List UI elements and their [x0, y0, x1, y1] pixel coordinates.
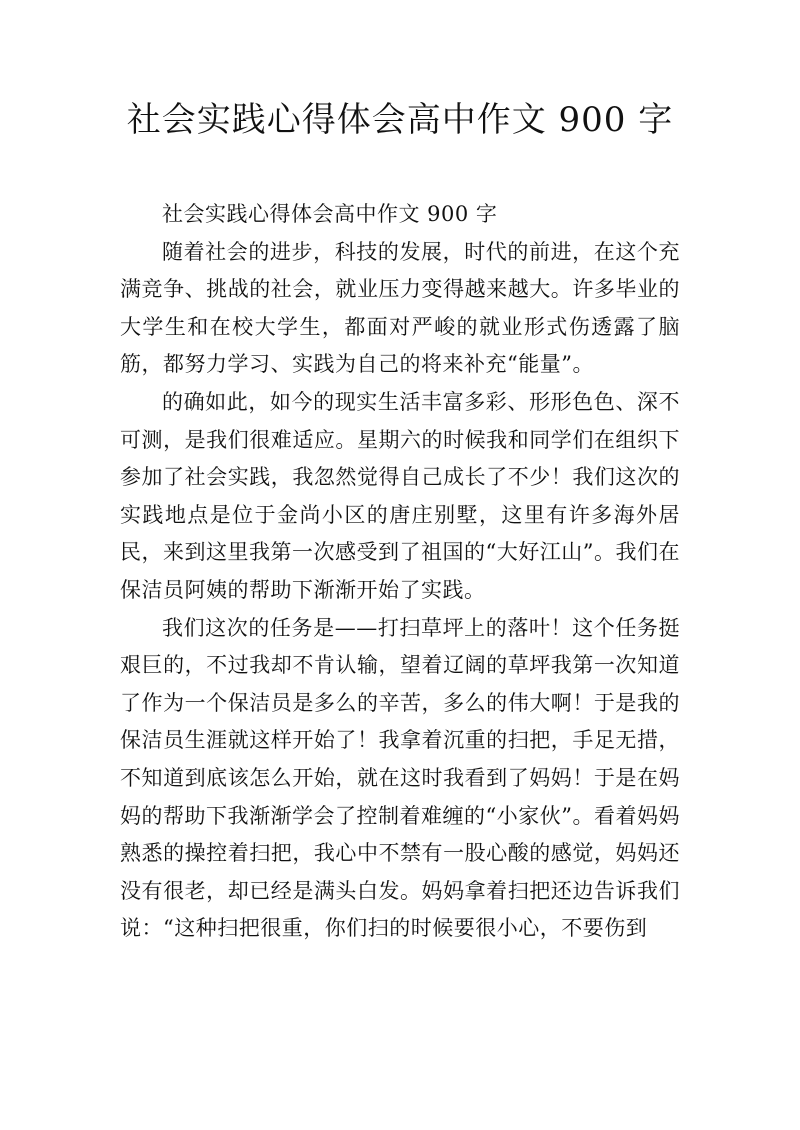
- document-body: [120, 196, 680, 948]
- paragraph-1: 随着社会的进步，科技的发展，时代的前进，在这个充满竞争、挑战的社会，就业压力变得越来越大。许多毕业的大学生和在校大学生，都面对严峻的就业形式伤透露了脑筋，都努力学习、实践为自己的将来补充“能量”。: [120, 239, 680, 377]
- document-title: 社会实践心得体会高中作文 900 字: [126, 100, 674, 140]
- paragraph-2: 的确如此，如今的现实生活丰富多彩、形形色色、深不可测，是我们很难适应。星期六的时候我和同学们在组织下参加了社会实践，我忽然觉得自己成长了不少！我们这次的实践地点是位于金尚小区的唐庄别墅，这里有许多海外居民，来到这里我第一次感受到了祖国的“大好江山”。我们在保洁员阿姨的帮助下渐渐开始了实践。: [120, 389, 680, 602]
- document-subtitle: 社会实践心得体会高中作文 900 字: [162, 202, 498, 226]
- paragraph-3: 我们这次的任务是——打扫草坪上的落叶！这个任务挺艰巨的，不过我却不肯认输，望着辽阔的草坪我第一次知道了作为一个保洁员是多么的辛苦，多么的伟大啊！于是我的保洁员生涯就这样开始了！我拿着沉重的扫把，手足无措，不知道到底该怎么开始，就在这时我看到了妈妈！于是在妈妈的帮助下我渐渐学会了控制着难缠的“小家伙”。看着妈妈熟悉的操控着扫把，我心中不禁有一股心酸的感觉，妈妈还没有很老，却已经是满头白发。妈妈拿着扫把还边告诉我们说：“这种扫把很重，你们扫的时候要很小心，不要伤到: [120, 615, 680, 941]
